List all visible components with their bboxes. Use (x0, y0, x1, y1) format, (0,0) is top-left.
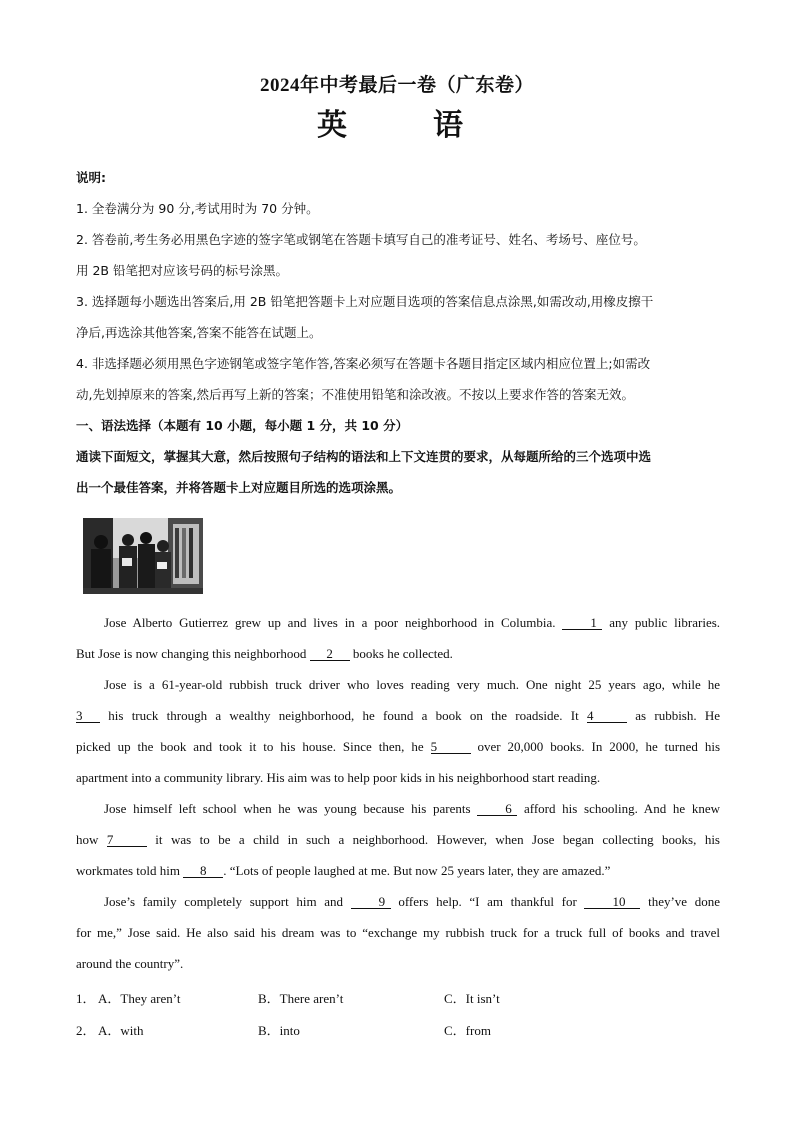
passage-text: . “Lots of people laughed at me. But now 25 years later, they are amazed.” (223, 863, 611, 878)
question-2-option-b[interactable]: B．into (258, 1023, 300, 1038)
passage-line-8 (76, 832, 720, 848)
blank-3: 3 (76, 709, 100, 723)
passage-text: over 20,000 books. In 2000, he turned his (477, 739, 721, 754)
section-1-direction-line-2: 出一个最佳答案，并将答题卡上对应题目所选的选项涂黑。 (76, 480, 402, 495)
passage-line-10 (76, 894, 720, 910)
note-4-line-2: 动,先划掉原来的答案,然后再写上新的答案；不准使用铅笔和涂改液。不按以上要求作答的答案无效。 (76, 387, 634, 402)
blank-6: 6 (477, 802, 517, 816)
note-2-line-1: 2. 答卷前,考生务必用黑色字迹的签字笔或钢笔在答题卡填写自己的准考证号、姓名、考场号、座位号。 (76, 232, 646, 247)
passage-line-2 (76, 646, 720, 662)
blank-7: 7 (107, 833, 147, 847)
passage-text: workmates told him (76, 863, 180, 878)
passage-text: picked up the book and took it to his house. Since then, he (76, 739, 424, 754)
passage-text: his truck through a wealthy neighborhood, he found a book on the roadside. It (108, 708, 579, 723)
passage-line-1 (76, 615, 720, 631)
question-1-option-c[interactable]: C．It isn’t (444, 991, 500, 1006)
passage-line-9 (76, 863, 720, 879)
passage-text: books he collected. (352, 646, 453, 661)
question-1-number: 1． (76, 991, 96, 1006)
question-1-option-b[interactable]: B．There aren’t (258, 991, 344, 1006)
passage-text: any public libraries. (609, 615, 721, 630)
passage-line-11: for me,” Jose said. He also said his dream was to “exchange my rubbish truck for a truck full of books and travel (76, 925, 720, 940)
blank-5: 5 (431, 740, 471, 754)
passage-text: Jose Alberto Gutierrez grew up and lives in a poor neighborhood in Columbia. (104, 615, 556, 630)
blank-4: 4 (587, 709, 627, 723)
note-4-line-1: 4. 非选择题必须用黑色字迹钢笔或签字笔作答,答案必须写在答题卡各题目指定区域内相应位置上;如需改 (76, 356, 651, 371)
passage-text: offers help. “I am thankful for (398, 894, 577, 909)
question-1-option-a[interactable]: A．They aren’t (98, 991, 181, 1006)
section-1-direction-line-1: 通读下面短文，掌握其大意，然后按照句子结构的语法和上下文连贯的要求，从每题所给的三个选项中选 (76, 449, 652, 464)
passage-line-6: apartment into a community library. His aim was to help poor kids in his neighborhood start reading. (76, 770, 601, 785)
passage-line-4 (76, 708, 720, 724)
question-2-option-a[interactable]: A．with (98, 1023, 144, 1038)
subject-title: 英 语 (317, 109, 491, 142)
passage-photo (83, 518, 203, 594)
people-with-books-photo (83, 518, 203, 594)
blank-9: 9 (351, 895, 391, 909)
passage-text: Jose himself left school when he was young because his parents (104, 801, 471, 816)
passage-text: Jose’s family completely support him and (104, 894, 344, 909)
passage-text: But Jose is now changing this neighborhood (76, 646, 307, 661)
question-2-option-c[interactable]: C．from (444, 1023, 491, 1038)
note-3-line-2: 净后,再选涂其他答案,答案不能答在试题上。 (76, 325, 322, 340)
blank-8: 8 (183, 864, 223, 878)
notes-heading: 说明: (76, 170, 106, 185)
passage-text: they’ve done (648, 894, 720, 909)
blank-2: 2 (310, 647, 350, 661)
passage-line-3: Jose is a 61-year-old rubbish truck driver who loves reading very much. One night 25 years ago, while he (104, 677, 720, 692)
exam-title: 2024年中考最后一卷（广东卷） (259, 75, 534, 96)
note-1: 1. 全卷满分为 90 分,考试用时为 70 分钟。 (76, 201, 319, 216)
passage-text: how (76, 832, 99, 847)
note-3-line-1: 3. 选择题每小题选出答案后,用 2B 铅笔把答题卡上对应题目选项的答案信息点涂黑,如需改动,用橡皮擦干 (76, 294, 654, 309)
blank-1: 1 (562, 616, 602, 630)
note-2-line-2: 用 2B 铅笔把对应该号码的标号涂黑。 (76, 263, 288, 278)
question-2-number: 2． (76, 1023, 96, 1038)
passage-text: afford his schooling. And he knew (523, 801, 720, 816)
passage-text: it was to be a child in such a neighborhood. However, when Jose began collecting books, his (155, 832, 720, 847)
section-1-heading: 一、语法选择（本题有 10 小题，每小题 1 分，共 10 分） (76, 418, 409, 433)
passage-line-7 (76, 801, 720, 817)
passage-text: as rubbish. He (635, 708, 721, 723)
passage-line-5 (76, 739, 720, 755)
passage-line-12: around the country”. (76, 956, 184, 971)
blank-10: 10 (584, 895, 640, 909)
